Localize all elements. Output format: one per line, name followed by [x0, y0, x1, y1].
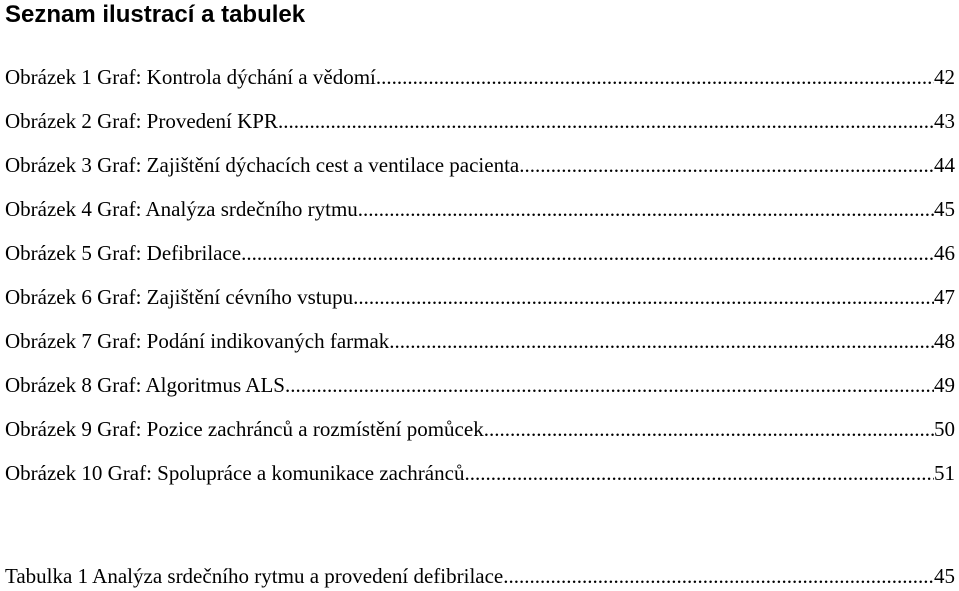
- toc-entry-figure-8: [5, 370, 955, 400]
- toc-entry-title: Tabulka 1 Analýza srdečního rytmu a provedení defibrilace: [5, 564, 504, 588]
- toc-entry-figure-10: [5, 458, 955, 488]
- toc-entry-figure-4: [5, 194, 955, 224]
- dot-leader: [389, 326, 934, 356]
- toc-entry-page-number: 45: [934, 197, 955, 221]
- dot-leader: [464, 458, 934, 488]
- toc-entry-figure-7: [5, 326, 955, 356]
- toc-entry-figure-3: [5, 150, 955, 180]
- toc-entry-page-number: 46: [934, 241, 955, 265]
- toc-entry-title: Obrázek 6 Graf: Zajištění cévního vstupu: [5, 285, 354, 309]
- dot-leader: [278, 106, 934, 136]
- toc-entry-page-number: 50: [934, 417, 955, 441]
- toc-entry-page-number: 48: [934, 329, 955, 353]
- toc-entry-title: Obrázek 7 Graf: Podání indikovaných farmak: [5, 329, 390, 353]
- toc-entry-table-1: [5, 561, 955, 591]
- toc-entry-figure-2: [5, 106, 955, 136]
- dot-leader: [285, 370, 934, 400]
- toc-entry-page-number: 43: [934, 109, 955, 133]
- toc-entry-figure-9: [5, 414, 955, 444]
- toc-entry-title: Obrázek 3 Graf: Zajištění dýchacích cest a ventilace pacienta: [5, 153, 520, 177]
- toc-entry-title: Obrázek 1 Graf: Kontrola dýchání a vědomí: [5, 65, 376, 89]
- toc-entry-figure-1: [5, 62, 955, 92]
- dot-leader: [241, 238, 934, 268]
- toc-entry-figure-6: [5, 282, 955, 312]
- toc-entry-figure-5: [5, 238, 955, 268]
- toc-entry-title: Obrázek 4 Graf: Analýza srdečního rytmu: [5, 197, 358, 221]
- toc-entry-page-number: 47: [934, 285, 955, 309]
- dot-leader: [519, 150, 934, 180]
- toc-entry-title: Obrázek 10 Graf: Spolupráce a komunikace zachránců: [5, 461, 465, 485]
- toc-entry-title: Obrázek 8 Graf: Algoritmus ALS: [5, 373, 285, 397]
- dot-leader: [484, 414, 934, 444]
- toc-entry-page-number: 49: [934, 373, 955, 397]
- toc-entry-title: Obrázek 5 Graf: Defibrilace: [5, 241, 242, 265]
- toc-entry-title: Obrázek 9 Graf: Pozice zachránců a rozmístění pomůcek: [5, 417, 484, 441]
- dot-leader: [358, 194, 934, 224]
- dot-leader: [503, 561, 934, 591]
- dot-leader: [353, 282, 934, 312]
- toc-entry-page-number: 44: [934, 153, 955, 177]
- toc-entry-page-number: 42: [934, 65, 955, 89]
- toc-entry-title: Obrázek 2 Graf: Provedení KPR: [5, 109, 278, 133]
- toc-entry-page-number: 51: [934, 461, 955, 485]
- dot-leader: [376, 62, 934, 92]
- page-title: Seznam ilustrací a tabulek: [5, 1, 306, 28]
- toc-entry-page-number: 45: [934, 564, 955, 588]
